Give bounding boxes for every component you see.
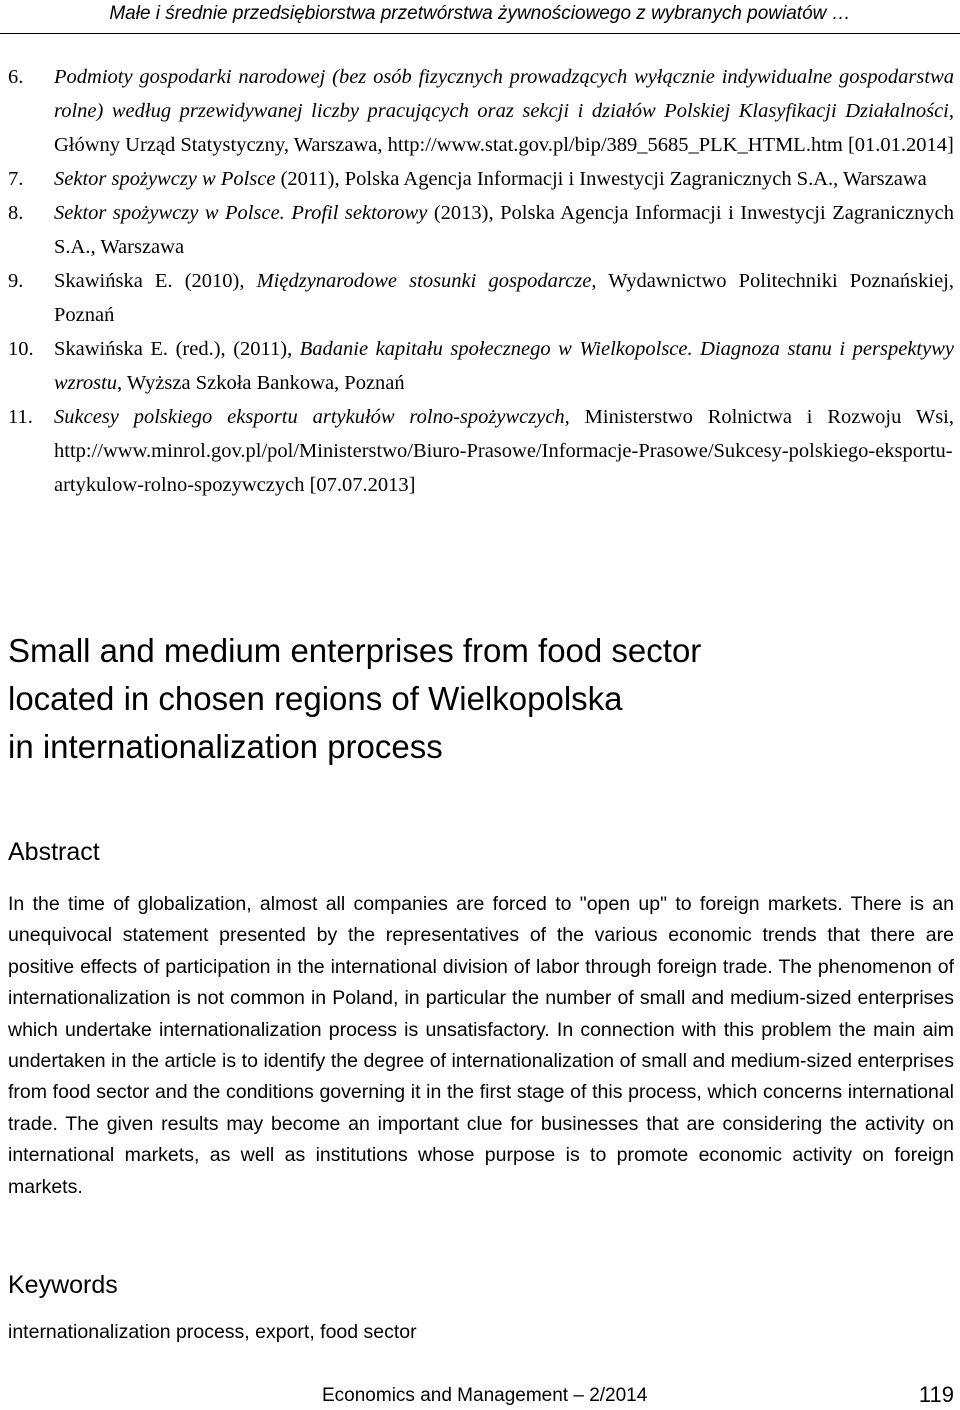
reference-number: 6. bbox=[8, 66, 24, 88]
page-number: 119 bbox=[918, 1382, 954, 1407]
reference-number: 11. bbox=[8, 406, 33, 428]
article-title-line: Small and medium enterprises from food sector bbox=[8, 632, 702, 669]
reference-item bbox=[8, 60, 954, 162]
reference-number: 8. bbox=[8, 202, 24, 224]
reference-title: Międzynarodowe stosunki gospodarcze bbox=[256, 270, 592, 292]
reference-item bbox=[8, 264, 954, 332]
reference-author: Skawińska E. (red.), (2011), bbox=[54, 338, 300, 360]
reference-title: Badanie kapitału społecznego w Wielkopolsce. Diagnoza stanu i perspektywy wzrostu bbox=[54, 338, 954, 394]
abstract-text: In the time of globalization, almost all companies are forced to "open up" to foreign markets. There is an unequivocal statement presented by the representatives of the various economic trends that there are positive effects of participation in the international division of labor through foreign trade. The phenomenon of internationalization is not common in Poland, in particular the number of small and medium-sized enterprises which undertake internationalization process is unsatisfactory. In connection with this problem the main aim undertaken in the article is to identify the degree of internationalization of small and medium-sized enterprises from food sector and the conditions governing it in the first stage of this process, which concerns international trade. The given results may become an important clue for businesses that are considering the activity on international markets, as well as institutions whose purpose is to promote economic activity on foreign markets. bbox=[8, 893, 954, 1198]
article-title bbox=[8, 627, 948, 771]
reference-item bbox=[8, 400, 954, 502]
reference-title: Podmioty gospodarki narodowej (bez osób fizycznych prowadzących wyłącznie indywidualne gospodarstwa rolne) według przewidywanej liczby pracujących oraz sekcji i działów Polskiej Klasyfikacji Działalności bbox=[54, 66, 954, 122]
reference-item bbox=[8, 332, 954, 400]
article-title-line: in internationalization process bbox=[8, 728, 443, 765]
abstract-heading: Abstract bbox=[8, 838, 100, 866]
reference-number: 9. bbox=[8, 270, 24, 292]
reference-list bbox=[8, 60, 954, 502]
reference-details: , Ministerstwo Rolnictwa i Rozwoju Wsi, http://www.minrol.gov.pl/pol/Ministerstwo/Biuro-Prasowe/Informacje-Prasowe/Sukcesy-polskiego-eksportu-artykulow-rolno-spozywczych [07.07.2013] bbox=[54, 406, 954, 496]
reference-details: , Wydawnictwo Politechniki Poznańskiej, Poznań bbox=[54, 270, 954, 326]
reference-title: Sektor spożywczy w Polsce. Profil sektorowy bbox=[54, 202, 428, 224]
reference-details: (2013), Polska Agencja Informacji i Inwestycji Zagranicznych S.A., Warszawa bbox=[54, 202, 954, 258]
journal-name: Economics and Management – 2/2014 bbox=[322, 1385, 648, 1406]
reference-title: Sektor spożywczy w Polsce bbox=[54, 168, 276, 190]
reference-author: Skawińska E. (2010), bbox=[54, 270, 257, 292]
reference-number: 7. bbox=[8, 168, 24, 190]
reference-item bbox=[8, 162, 954, 196]
running-head: Małe i średnie przedsiębiorstwa przetwórstwa żywnościowego z wybranych powiatów … bbox=[0, 0, 960, 34]
reference-details: , Główny Urząd Statystyczny, Warszawa, http://www.stat.gov.pl/bip/389_5685_PLK_HTML.htm [01.01.2014] bbox=[54, 100, 954, 156]
keywords-heading: Keywords bbox=[8, 1271, 118, 1299]
reference-details: (2011), Polska Agencja Informacji i Inwestycji Zagranicznych S.A., Warszawa bbox=[275, 168, 927, 190]
article-title-line: located in chosen regions of Wielkopolska bbox=[8, 680, 623, 717]
reference-number: 10. bbox=[8, 338, 34, 360]
page-footer bbox=[0, 1382, 960, 1410]
keywords-text: internationalization process, export, food sector bbox=[8, 1321, 417, 1343]
reference-item bbox=[8, 196, 954, 264]
reference-title: Sukcesy polskiego eksportu artykułów rolno-spożywczych bbox=[54, 406, 565, 428]
reference-details: , Wyższa Szkoła Bankowa, Poznań bbox=[117, 372, 405, 394]
